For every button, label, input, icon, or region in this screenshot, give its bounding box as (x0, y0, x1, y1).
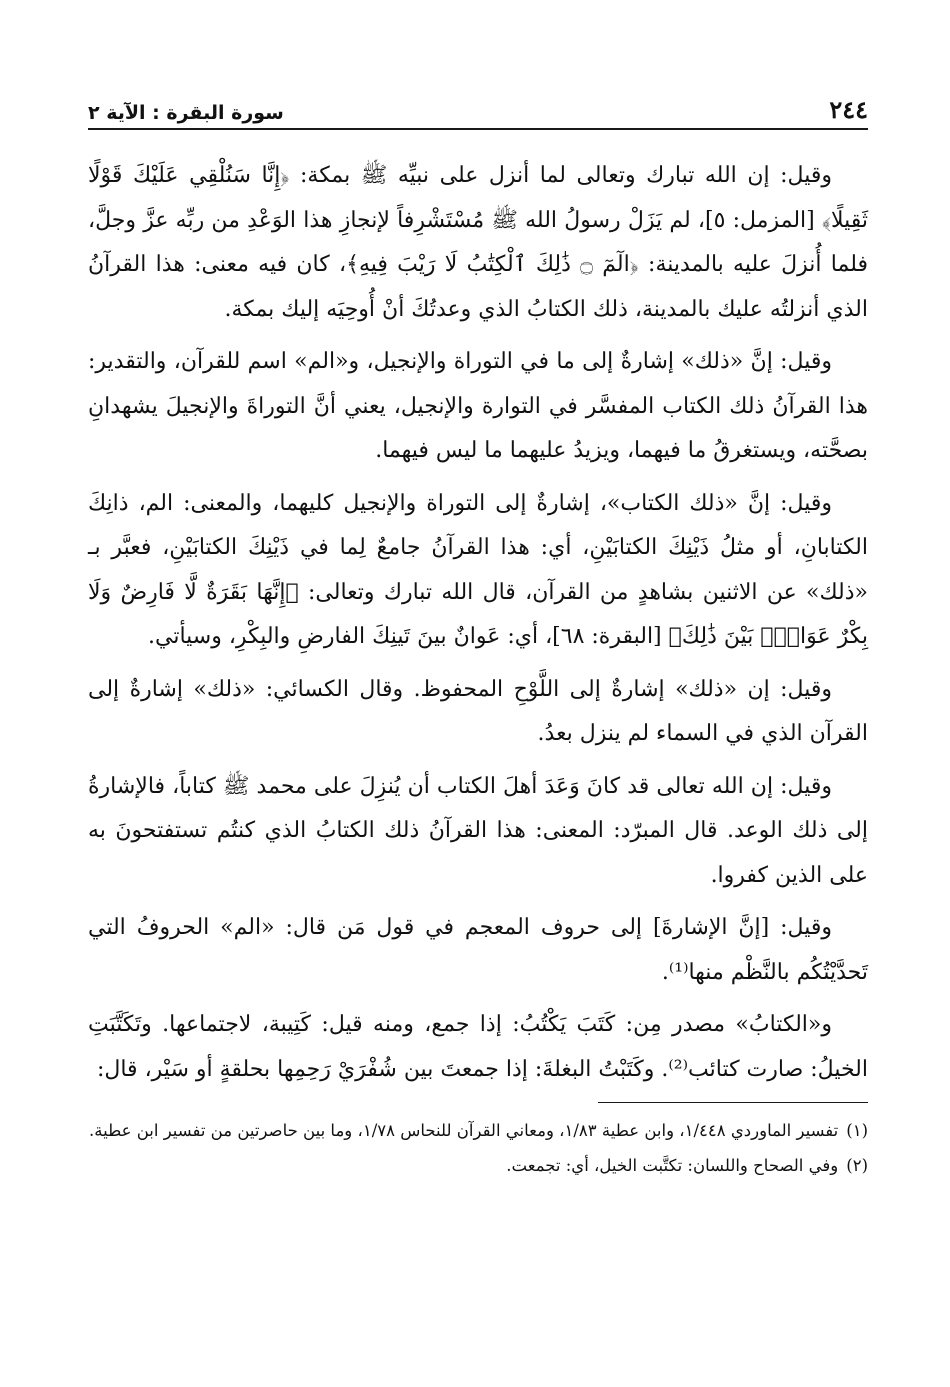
paragraph-2: وقيل: إنَّ «ذلك» إشارةٌ إلى ما في التوراة والإنجيل، و«الم» اسم للقرآن، والتقدير: هذا القرآنُ ذلك الكتاب المفسَّر في التوارة والإنجيل، يعني أنَّ التوراةَ والإنجيلَ يشهدانِ بصحَّته، ويستغرقُ ما فيهما، ويزيدُ عليهما ما ليس فيهما. (88, 349, 868, 463)
footnote-2 (88, 1150, 868, 1181)
running-title: سورة البقرة : الآية ٢ (88, 102, 284, 124)
page-header (88, 88, 868, 130)
footnotes (88, 1115, 868, 1181)
footnote-text: تفسير الماوردي ١/٤٤٨، وابن عطية ١/٨٣، ومعاني القرآن للنحاس ١/٧٨، وما بين حاصرتين من تفسير ابن عطية. (89, 1121, 839, 1140)
paragraph-3: وقيل: إنَّ «ذلك الكتاب»، إشارةٌ إلى التوراة والإنجيل كليهما، والمعنى: الم، ذانِكَ الكتابانِ، أو مثلُ ذَيْنِكَ الكتابَيْنِ، أي: هذا القرآنُ جامعٌ لِما في ذَيْنِكَ الكتابَيْنِ، فعبَّر بـ «ذلك» عن الاثنين بشاهدٍ من القرآن، قال الله تبارك وتعالى: ﴿إِنَّهَا بَقَرَةٌ لَّا فَارِضٌ وَلَا بِكْرٌ عَوَانٌۢ بَيْنَ ذَٰلِكَ﴾ [البقرة: ٦٨]، أي: عَوانٌ بينَ تَينِكَ الفارضِ والبِكْرِ، وسيأتي. (88, 490, 868, 649)
footnote-1 (88, 1115, 868, 1146)
body-text (88, 154, 868, 1092)
page-number: ٢٤٤ (829, 95, 868, 124)
footnote-divider (598, 1102, 868, 1103)
paragraph-5: وقيل: إن الله تعالى قد كانَ وَعَدَ أهلَ الكتاب أن يُنزِلَ على محمد ﷺ كتاباً، فالإشارةُ إلى ذلك الوعد. قال المبرّد: المعنى: هذا القرآنُ ذلك الكتابُ الذي كنتُم تستفتحونَ به على الذين كفروا. (88, 773, 868, 888)
book-page (88, 88, 868, 1368)
footnote-number: (٢) (846, 1156, 868, 1175)
paragraph-7: و«الكتابُ» مصدر مِن: كَتَبَ يَكْتُبُ: إذا جمع، ومنه قيل: كَتِيبة، لاجتماعها. وتَكَتَّبَتِ الخيلُ: صارت كتائب⁽²⁾. وكَتَبْتُ البغلةَ: إذا جمعتَ بين شُفْرَيْ رَحِمِها بحلقةٍ أو سَيْر، قال: (88, 1012, 868, 1082)
footnote-number: (١) (846, 1121, 868, 1140)
footnote-text: وفي الصحاح واللسان: تكتَّبت الخيل، أي: تجمعت. (506, 1156, 839, 1175)
paragraph-4: وقيل: إن «ذلك» إشارةٌ إلى اللَّوْحِ المحفوظ. وقال الكسائي: «ذلك» إشارةٌ إلى القرآن الذي في السماء لم ينزل بعدُ. (88, 676, 868, 746)
paragraph-1: وقيل: إن الله تبارك وتعالى لما أنزل على نبيِّه ﷺ بمكة: ﴿إِنَّا سَنُلْقِي عَلَيْكَ قَوْلًا ثَقِيلًا﴾ [المزمل: ٥]، لم يَزَلْ رسولُ الله ﷺ مُسْتَشْرِفاً لإنجازِ هذا الوَعْدِ من ربِّه عزَّ وجلَّ، فلما أُنزلَ عليه بالمدينة: ﴿الٓمٓ ۝ ذَٰلِكَ ٱلْكِتَٰبُ لَا رَيْبَ فِيهِ﴾، كان فيه معنى: هذا القرآنُ الذي أنزلتُه عليك بالمدينة، ذلك الكتابُ الذي وعدتُكَ أنْ أُوحِيَه إليك بمكة. (88, 163, 868, 322)
paragraph-6: وقيل: [إنَّ الإشارةَ] إلى حروف المعجم في قول مَن قال: «الم» الحروفُ التي تَحدَّيْتُكُم بالنَّظْم منها⁽¹⁾. (88, 915, 868, 985)
